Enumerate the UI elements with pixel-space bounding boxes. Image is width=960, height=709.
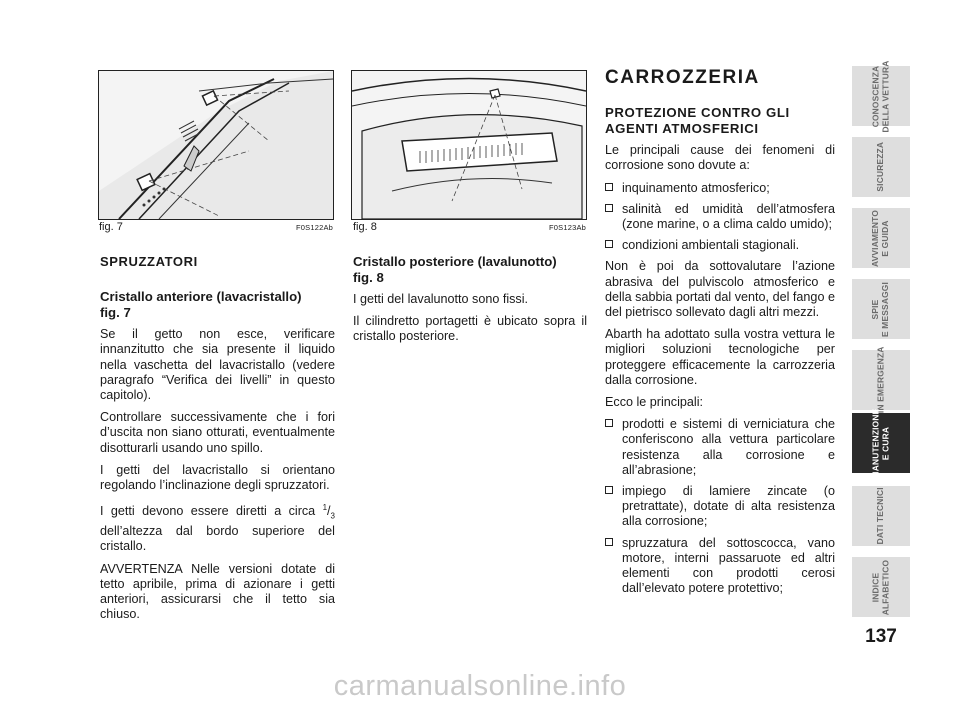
section-title-carrozzeria: CARROZZERIA xyxy=(605,67,760,88)
paragraph: Le principali cause dei fenomeni di corrosione sono dovute a: xyxy=(605,143,835,173)
subtitle-protection-line1: PROTEZIONE CONTRO GLI xyxy=(605,105,790,121)
tab-avviamento-e-guida[interactable] xyxy=(852,208,910,268)
checkbox-square-icon xyxy=(605,240,613,248)
tab-label: IN EMERGENZA xyxy=(875,346,886,414)
tab-label: CONOSCENZA DELLA VETTURA xyxy=(870,59,891,133)
checkbox-square-icon xyxy=(605,204,613,212)
tab-label: INDICE ALFABETICO xyxy=(870,559,890,615)
tab-manutenzione-e-cura[interactable] xyxy=(852,408,910,478)
figure-7-image xyxy=(98,70,334,220)
tab-dati-tecnici[interactable] xyxy=(852,486,910,546)
list-item xyxy=(605,202,835,232)
section-heading-spruzzatori: SPRUZZATORI xyxy=(100,254,198,269)
subheading-front-window xyxy=(100,289,335,321)
paragraph-fraction-after: dell’altezza dal bordo superiore del cristallo. xyxy=(100,524,335,554)
checkbox-square-icon xyxy=(605,419,613,427)
paragraph: I getti del lavacristallo si orientano regolando l’inclinazione degli spruzzatori. xyxy=(100,462,335,493)
fraction-numerator: 1 xyxy=(322,503,328,513)
column-2-text xyxy=(353,254,587,352)
figure-8-image xyxy=(351,70,587,220)
tab-indice-alfabetico[interactable] xyxy=(852,557,910,617)
subheading-front-window-line1: Cristallo anteriore (lavacristallo) xyxy=(100,289,302,305)
page-number: 137 xyxy=(865,626,897,647)
paragraph-fraction-before: I getti devono essere diretti a circa xyxy=(100,504,323,519)
chapter-tabs xyxy=(852,0,960,709)
paragraph: Ecco le principali: xyxy=(605,395,703,410)
list-item xyxy=(605,536,835,597)
list-item xyxy=(605,417,835,478)
list-item-text: salinità ed umidità dell’atmosfera (zone marine, o a clima caldo umido); xyxy=(622,201,835,232)
paragraph: Abarth ha adottato sulla vostra vettura le migliori soluzioni tecnologiche per proteggere efficacemente la carrozzeria dalla corrosione. xyxy=(605,327,835,387)
list-item xyxy=(605,484,835,530)
subheading-front-window-line2: fig. 7 xyxy=(100,305,131,321)
tab-label: AVVIAMENTO E GUIDA xyxy=(870,209,890,267)
fraction-denominator: 3 xyxy=(330,511,335,521)
paragraph: Se il getto non esce, verificare innanzitutto che sia presente il liquido nella vaschetta del lavacristallo (vedere paragrafo “Verifica dei livelli” in questo capitolo). xyxy=(100,327,335,403)
column-1-text xyxy=(100,254,335,629)
subtitle-protection-line2: AGENTI ATMOSFERICI xyxy=(605,121,759,137)
checkbox-square-icon xyxy=(605,183,613,191)
list-item xyxy=(605,181,835,196)
checkbox-square-icon xyxy=(605,486,613,494)
subtitle-protection xyxy=(605,105,835,137)
list-item-text: prodotti e sistemi di verniciatura che conferiscono alla vettura particolare resistenza alla corrosione e all’abrasione; xyxy=(622,417,835,477)
tab-label: SICUREZZA xyxy=(875,142,886,192)
subheading-rear-window-line1: Cristallo posteriore (lavalunotto) xyxy=(353,254,557,269)
list-item-text: inquinamento atmosferico; xyxy=(622,180,770,195)
tab-sicurezza[interactable] xyxy=(852,137,910,197)
figure-8-code: F0S123Ab xyxy=(549,223,587,232)
subheading-rear-window-line2: fig. 8 xyxy=(353,270,384,285)
tab-in-emergenza[interactable] xyxy=(852,346,910,414)
figure-8-caption: fig. 8 xyxy=(353,221,377,233)
paragraph-fraction: I getti devono essere diretti a circa $^1/_3$ dell’altezza dal bordo superiore del cristallo. xyxy=(100,503,335,554)
paragraph: Non è poi da sottovalutare l’azione abrasiva del pulviscolo atmosferico e della sabbia portati dal vento, del fango e del pietrisco sollevato dagli altri mezzi. xyxy=(605,259,835,320)
paragraph: Controllare successivamente che i fori d’uscita non siano otturati, eventualmente disotturarli usando uno spillo. xyxy=(100,410,335,455)
tab-label: SPIE E MESSAGGI xyxy=(870,281,890,337)
tab-label: DATI TECNICI xyxy=(875,487,886,545)
list-item-text: spruzzatura del sottoscocca, vano motore, interni passaruote ed altri elementi con prodotti cerosi dall’elevato potere protettivo; xyxy=(622,535,835,596)
tab-spie-e-messaggi[interactable] xyxy=(852,279,910,339)
rear-window-washer-illustration xyxy=(352,71,586,219)
tab-label: MANUTENZIONE E CURA xyxy=(870,408,890,478)
paragraph: Il cilindretto portagetti è ubicato sopra il cristallo posteriore. xyxy=(353,314,587,344)
list-item-text: impiego di lamiere zincate (o pretrattate), dotate di alta resistenza alla corrosione; xyxy=(622,484,835,529)
checkbox-square-icon xyxy=(605,538,613,546)
list-item-text: condizioni ambientali stagionali. xyxy=(622,238,800,253)
figure-7-caption: fig. 7 xyxy=(99,221,123,233)
figure-7-code: F0S122Ab xyxy=(296,223,334,232)
windshield-washer-illustration xyxy=(99,71,333,219)
warning-paragraph: AVVERTENZA Nelle versioni dotate di tetto apribile, prima di azionare i getti anteriori, assicurarsi che il tetto sia chiuso. xyxy=(100,561,335,622)
column-3-text xyxy=(605,67,835,602)
tab-conoscenza-della-vettura[interactable] xyxy=(852,59,910,133)
list-item xyxy=(605,238,835,253)
paragraph: I getti del lavalunotto sono fissi. xyxy=(353,292,529,306)
watermark-text: carmanualsonline.info xyxy=(333,670,627,702)
subheading-rear-window xyxy=(353,254,587,286)
